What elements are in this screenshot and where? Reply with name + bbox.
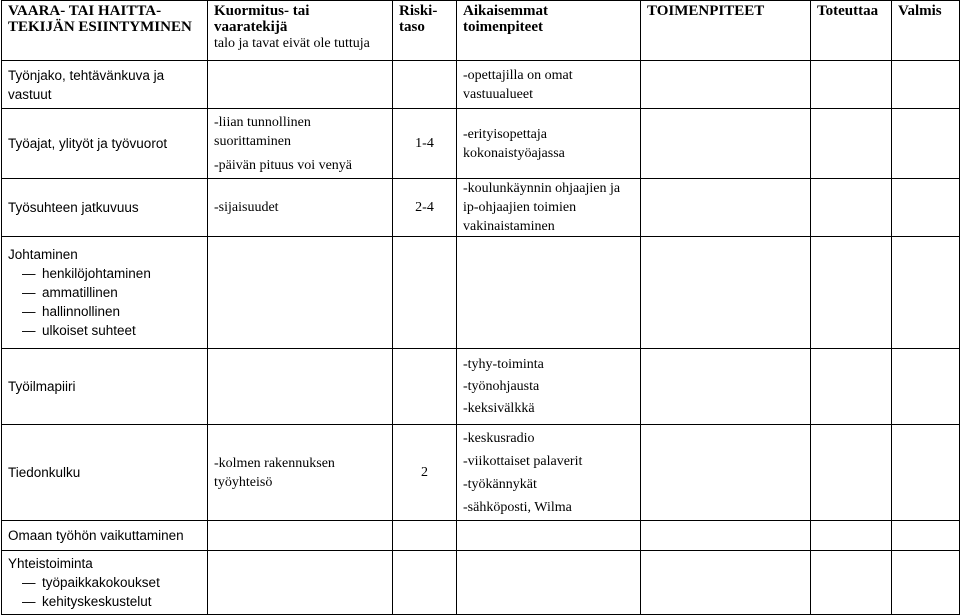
implement-cell: [811, 551, 892, 615]
factor-cell: [208, 349, 393, 425]
level-cell: 2: [393, 425, 457, 521]
area-cell: Työnjako, tehtävänkuva ja vastuut: [2, 61, 208, 109]
table-row: [2, 237, 960, 349]
header-level-line1: Riski-: [399, 3, 438, 19]
area-subitem: — kehityskeskustelut: [8, 592, 201, 611]
header-factor-note: talo ja tavat eivät ole tuttuja: [214, 36, 370, 51]
area-cell: [2, 237, 208, 349]
header-area-line2: TEKIJÄN ESIINTYMINEN: [8, 19, 192, 35]
previous-action-line: -tyhy-toiminta: [463, 356, 544, 372]
previous-actions-cell: [457, 425, 641, 521]
area-title: Johtaminen: [8, 247, 78, 262]
previous-action-line: -keksivälkkä: [463, 400, 535, 416]
done-cell: [892, 109, 960, 179]
header-factor: [208, 1, 393, 61]
level-cell: [393, 237, 457, 349]
implement-cell: [811, 425, 892, 521]
done-cell: [892, 521, 960, 551]
previous-actions-cell: [457, 551, 641, 615]
actions-cell: [641, 61, 811, 109]
header-area-line1: VAARA- TAI HAITTA-: [8, 3, 162, 19]
done-cell: [892, 237, 960, 349]
factor-line: -päivän pituus voi venyä: [214, 157, 353, 173]
previous-action-line: -työkännykät: [463, 476, 537, 492]
header-actions: TOIMENPITEET: [641, 1, 811, 61]
header-previous-actions: [457, 1, 641, 61]
header-row: [2, 1, 960, 61]
actions-cell: [641, 109, 811, 179]
implement-cell: [811, 349, 892, 425]
done-cell: [892, 61, 960, 109]
factor-cell: [208, 109, 393, 179]
area-cell: Työajat, ylityöt ja työvuorot: [2, 109, 208, 179]
implement-cell: [811, 61, 892, 109]
area-cell: [2, 551, 208, 615]
table-row: [2, 425, 960, 521]
area-cell: Työilmapiiri: [2, 349, 208, 425]
previous-actions-cell: -opettajilla on omat vastuualueet: [457, 61, 641, 109]
previous-action-line: -sähköposti, Wilma: [463, 499, 572, 515]
header-prev-line2: toimenpiteet: [463, 19, 543, 35]
level-cell: [393, 349, 457, 425]
factor-cell: [208, 521, 393, 551]
header-level: [393, 1, 457, 61]
factor-cell: [208, 551, 393, 615]
factor-line: -kolmen rakennuksen työyhteisö: [214, 455, 335, 490]
header-done: Valmis: [892, 1, 960, 61]
level-cell: 1-4: [393, 109, 457, 179]
previous-actions-cell: -koulunkäynnin ohjaajien ja ip-ohjaajien toimien vakinaistaminen: [457, 179, 641, 237]
actions-cell: [641, 425, 811, 521]
table-row: [2, 109, 960, 179]
risk-assessment-table: [1, 0, 960, 615]
area-subitem: — hallinnollinen: [8, 302, 201, 321]
area-title: Yhteistoiminta: [8, 556, 93, 571]
area-cell: Tiedonkulku: [2, 425, 208, 521]
factor-cell: [208, 425, 393, 521]
level-cell: [393, 61, 457, 109]
implement-cell: [811, 237, 892, 349]
previous-action-line: -viikottaiset palaverit: [463, 453, 583, 469]
area-cell: Omaan työhön vaikuttaminen: [2, 521, 208, 551]
done-cell: [892, 425, 960, 521]
implement-cell: [811, 109, 892, 179]
level-cell: [393, 551, 457, 615]
actions-cell: [641, 551, 811, 615]
header-factor-line1: Kuormitus- tai: [214, 3, 310, 19]
area-subitem: — henkilöjohtaminen: [8, 264, 201, 283]
done-cell: [892, 551, 960, 615]
level-cell: 2-4: [393, 179, 457, 237]
header-prev-line1: Aikaisemmat: [463, 3, 548, 19]
factor-line: -liian tunnollinen suorittaminen: [214, 114, 311, 149]
previous-action-line: -keskusradio: [463, 430, 535, 446]
previous-actions-cell: -erityisopettaja kokonaistyöajassa: [457, 109, 641, 179]
area-subitem: — ulkoiset suhteet: [8, 321, 201, 340]
area-subitem: — työpaikkakokoukset: [8, 573, 201, 592]
table-row: [2, 179, 960, 237]
area-subitem: — ammatillinen: [8, 283, 201, 302]
implement-cell: [811, 521, 892, 551]
implement-cell: [811, 179, 892, 237]
previous-action-line: -työnohjausta: [463, 378, 540, 394]
previous-actions-cell: [457, 237, 641, 349]
table-row: [2, 349, 960, 425]
table-row: [2, 551, 960, 615]
factor-cell: -sijaisuudet: [208, 179, 393, 237]
header-implement: Toteuttaa: [811, 1, 892, 61]
header-factor-line2: vaaratekijä: [214, 19, 288, 35]
actions-cell: [641, 179, 811, 237]
done-cell: [892, 179, 960, 237]
actions-cell: [641, 237, 811, 349]
header-level-line2: taso: [399, 19, 425, 35]
factor-cell: [208, 237, 393, 349]
actions-cell: [641, 349, 811, 425]
header-area: [2, 1, 208, 61]
table-row: [2, 521, 960, 551]
done-cell: [892, 349, 960, 425]
actions-cell: [641, 521, 811, 551]
factor-cell: [208, 61, 393, 109]
previous-actions-cell: [457, 521, 641, 551]
previous-actions-cell: [457, 349, 641, 425]
area-cell: Työsuhteen jatkuvuus: [2, 179, 208, 237]
level-cell: [393, 521, 457, 551]
table-row: [2, 61, 960, 109]
